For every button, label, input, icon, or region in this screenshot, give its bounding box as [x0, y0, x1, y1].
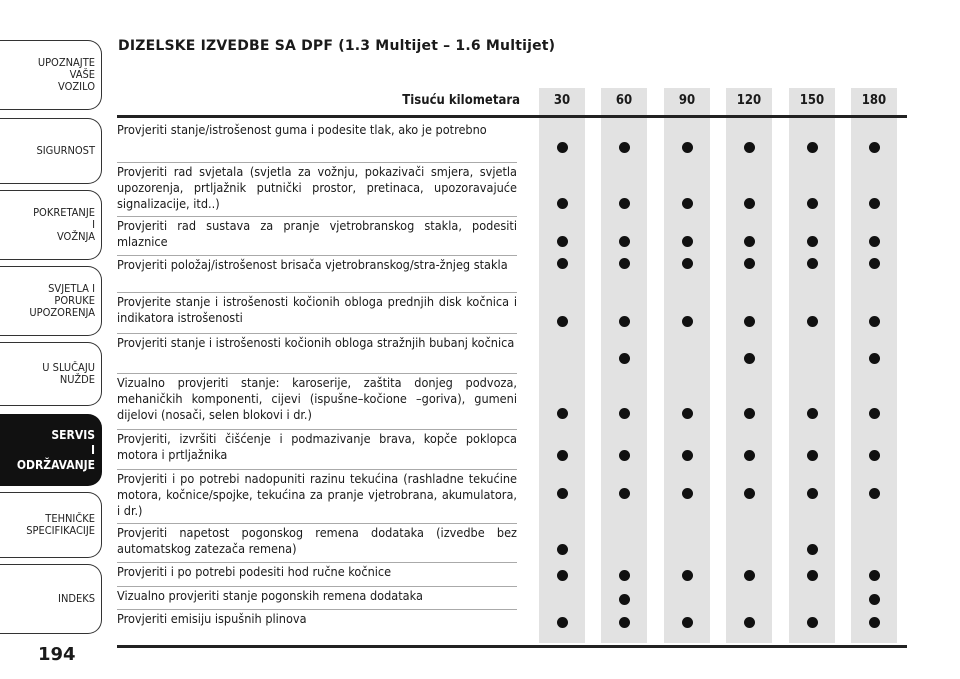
- service-mark-dot: [682, 258, 693, 269]
- row-description: Vizualno provjeriti stanje: karoserije, zaštita donjeg podvoza, mehaničkih komponenti, cijevi (ispušne–kočione –goriva), gumeni dijelovi (nosači, selen blokovi i dr.): [117, 375, 517, 422]
- row-description: Provjeriti rad sustava za pranje vjetrobranskog stakla, podesiti mlaznice: [117, 218, 517, 249]
- maintenance-table: [117, 88, 907, 643]
- service-mark-dot: [682, 570, 693, 581]
- page-title: DIZELSKE IZVEDBE SA DPF (1.3 Multijet – 1.6 Multijet): [118, 38, 556, 54]
- sidebar-tab-7[interactable]: TEHNIČKE SPECIFIKACIJE: [0, 492, 102, 558]
- service-mark-dot: [557, 408, 568, 419]
- service-mark-dot: [869, 236, 880, 247]
- interval-header-150: 150: [799, 93, 825, 108]
- table-row: [117, 255, 907, 292]
- service-mark-dot: [744, 488, 755, 499]
- service-mark-dot: [557, 488, 568, 499]
- row-description: Provjeriti napetost pogonskog remena dodataka (izvedbe bez automatskog zatezača remena): [117, 525, 517, 556]
- row-description: Provjeriti emisiju ispušnih plinova: [117, 611, 307, 626]
- service-mark-dot: [869, 258, 880, 269]
- service-mark-dot: [869, 408, 880, 419]
- service-mark-dot: [869, 198, 880, 209]
- service-mark-dot: [744, 198, 755, 209]
- row-divider: [117, 562, 517, 563]
- table-row: [117, 333, 907, 373]
- service-mark-dot: [744, 617, 755, 628]
- service-mark-dot: [682, 198, 693, 209]
- header-divider: [117, 115, 907, 118]
- service-mark-dot: [682, 617, 693, 628]
- table-row: [117, 292, 907, 333]
- service-mark-dot: [619, 316, 630, 327]
- row-description: Provjeriti rad svjetala (svjetla za vožnju, pokazivači smjera, svjetla upozorenja, prtljažnik putnički prostor, pretinaca, upozoravajuće signalizacije, itd..): [117, 164, 517, 211]
- service-mark-dot: [557, 142, 568, 153]
- row-description: Provjeriti i po potrebi podesiti hod ručne kočnice: [117, 564, 392, 579]
- service-mark-dot: [744, 408, 755, 419]
- service-mark-dot: [869, 617, 880, 628]
- table-row: [117, 162, 907, 216]
- service-mark-dot: [807, 450, 818, 461]
- service-mark-dot: [619, 353, 630, 364]
- sidebar-tab-8[interactable]: INDEKS: [0, 564, 102, 634]
- service-mark-dot: [619, 450, 630, 461]
- service-mark-dot: [619, 408, 630, 419]
- service-mark-dot: [807, 544, 818, 555]
- service-mark-dot: [557, 316, 568, 327]
- row-description: Provjerite stanje i istrošenosti kočionih obloga prednjih disk kočnica i indikatora istrošenosti: [117, 294, 517, 325]
- service-mark-dot: [807, 570, 818, 581]
- row-divider: [117, 333, 517, 334]
- service-mark-dot: [807, 198, 818, 209]
- service-mark-dot: [557, 236, 568, 247]
- row-divider: [117, 292, 517, 293]
- row-description: Vizualno provjeriti stanje pogonskih remena dodataka: [117, 588, 423, 603]
- row-divider: [117, 162, 517, 163]
- table-row: [117, 373, 907, 429]
- service-mark-dot: [682, 316, 693, 327]
- service-mark-dot: [869, 594, 880, 605]
- service-mark-dot: [744, 142, 755, 153]
- service-mark-dot: [557, 617, 568, 628]
- row-divider: [117, 255, 517, 256]
- table-row: [117, 586, 907, 609]
- service-mark-dot: [619, 617, 630, 628]
- service-mark-dot: [619, 142, 630, 153]
- service-mark-dot: [869, 353, 880, 364]
- table-row: [117, 429, 907, 469]
- service-mark-dot: [682, 488, 693, 499]
- page-number: 194: [38, 644, 76, 665]
- row-divider: [117, 523, 517, 524]
- service-mark-dot: [744, 258, 755, 269]
- service-mark-dot: [744, 353, 755, 364]
- service-mark-dot: [557, 198, 568, 209]
- row-divider: [117, 469, 517, 470]
- bottom-divider: [117, 645, 907, 648]
- sidebar-tab-1[interactable]: UPOZNAJTE VAŠE VOZILO: [0, 40, 102, 110]
- interval-header-label: Tisuću kilometara: [402, 93, 520, 108]
- service-mark-dot: [682, 142, 693, 153]
- service-mark-dot: [557, 450, 568, 461]
- service-mark-dot: [744, 570, 755, 581]
- table-row: [117, 216, 907, 255]
- service-mark-dot: [557, 258, 568, 269]
- service-mark-dot: [557, 570, 568, 581]
- service-mark-dot: [619, 198, 630, 209]
- service-mark-dot: [682, 408, 693, 419]
- service-mark-dot: [744, 316, 755, 327]
- table-row: [117, 523, 907, 562]
- service-mark-dot: [744, 236, 755, 247]
- service-mark-dot: [869, 316, 880, 327]
- service-mark-dot: [682, 450, 693, 461]
- row-description: Provjeriti, izvršiti čišćenje i podmazivanje brava, kopče poklopca motora i prtljažnika: [117, 431, 517, 462]
- service-mark-dot: [807, 316, 818, 327]
- service-mark-dot: [807, 617, 818, 628]
- interval-header-90: 90: [678, 93, 696, 108]
- service-mark-dot: [807, 142, 818, 153]
- sidebar-tab-3[interactable]: POKRETANJE I VOŽNJA: [0, 190, 102, 260]
- interval-header-60: 60: [615, 93, 633, 108]
- row-divider: [117, 429, 517, 430]
- row-description: Provjeriti i po potrebi nadopuniti razinu tekućina (rashladne tekućine motora, kočnice/spojke, tekućina za pranje vjetrobrana, akumulatora, i dr.): [117, 471, 517, 518]
- service-mark-dot: [807, 258, 818, 269]
- sidebar-tab-4[interactable]: SVJETLA I PORUKE UPOZORENJA: [0, 266, 102, 336]
- service-mark-dot: [869, 488, 880, 499]
- row-description: Provjeriti položaj/istrošenost brisača vjetrobranskog/stra-žnjeg stakla: [117, 257, 508, 272]
- service-mark-dot: [744, 450, 755, 461]
- service-mark-dot: [619, 488, 630, 499]
- service-mark-dot: [619, 570, 630, 581]
- table-row: [117, 469, 907, 523]
- row-divider: [117, 216, 517, 217]
- row-divider: [117, 586, 517, 587]
- row-description: Provjeriti stanje i istrošenosti kočionih obloga stražnjih bubanj kočnica: [117, 335, 515, 350]
- sidebar-tab-6[interactable]: SERVIS I ODRŽAVANJE: [0, 414, 102, 486]
- chapter-sidebar: [0, 0, 108, 679]
- service-mark-dot: [619, 236, 630, 247]
- service-mark-dot: [557, 544, 568, 555]
- interval-header-30: 30: [553, 93, 571, 108]
- table-row: [117, 562, 907, 586]
- row-divider: [117, 373, 517, 374]
- interval-header-120: 120: [736, 93, 762, 108]
- service-mark-dot: [682, 236, 693, 247]
- service-mark-dot: [807, 488, 818, 499]
- interval-header-180: 180: [861, 93, 887, 108]
- table-row: [117, 120, 907, 162]
- service-mark-dot: [807, 236, 818, 247]
- table-row: [117, 609, 907, 643]
- service-mark-dot: [869, 450, 880, 461]
- row-divider: [117, 609, 517, 610]
- row-description: Provjeriti stanje/istrošenost guma i podesite tlak, ako je potrebno: [117, 122, 487, 137]
- service-mark-dot: [869, 570, 880, 581]
- service-mark-dot: [869, 142, 880, 153]
- service-mark-dot: [619, 258, 630, 269]
- service-mark-dot: [619, 594, 630, 605]
- sidebar-tab-5[interactable]: U SLUČAJU NUŽDE: [0, 342, 102, 406]
- service-mark-dot: [807, 408, 818, 419]
- sidebar-tab-2[interactable]: SIGURNOST: [0, 118, 102, 184]
